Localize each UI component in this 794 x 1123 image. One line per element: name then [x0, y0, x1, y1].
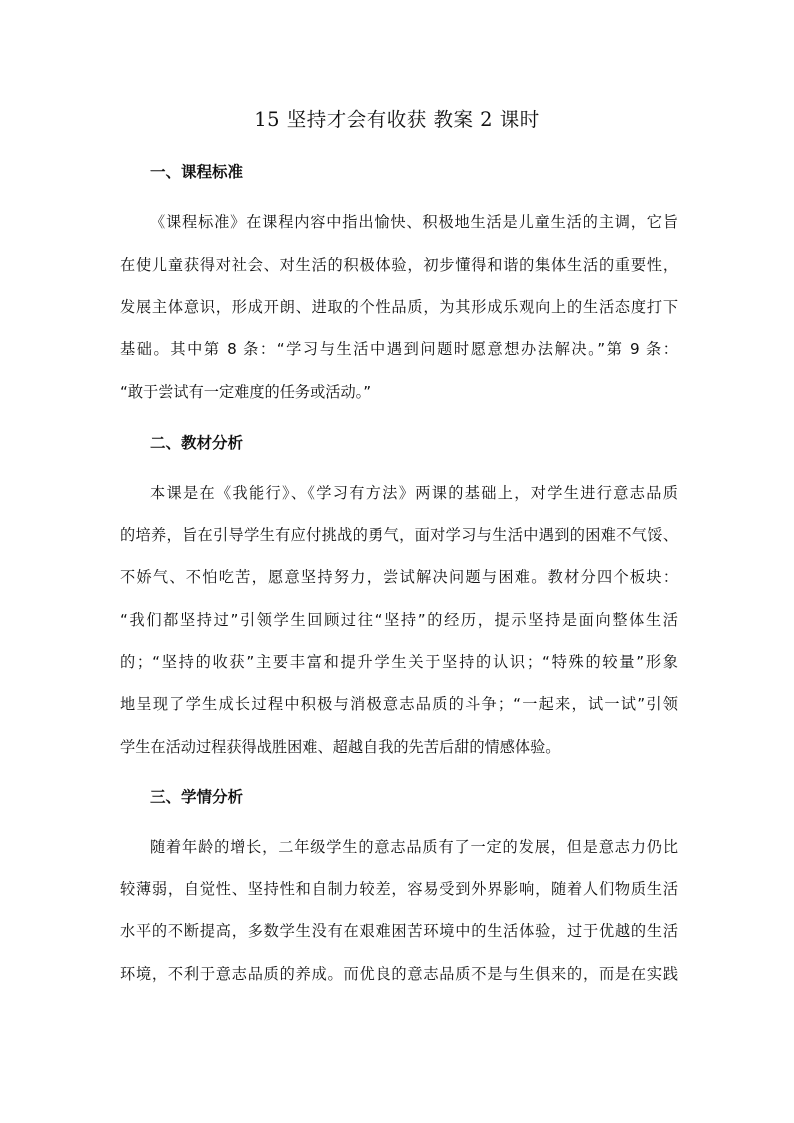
paragraph-line: 发展主体意识，形成开朗、进取的个性品质，为其形成乐观向上的生活态度打下 [120, 298, 678, 316]
paragraph-line: 不娇气、不怕吃苦，愿意坚持努力，尝试解决问题与困难。教材分四个板块： [120, 568, 678, 586]
paragraph-line: 较薄弱，自觉性、坚持性和自制力较差，容易受到外界影响，随着人们物质生活 [120, 880, 678, 898]
section-heading-curriculum-standard: 一、课程标准 [150, 163, 244, 181]
paragraph-line: “敢于尝试有一定难度的任务或活动。” [120, 383, 372, 401]
document-title: 15 坚持才会有收获 教案 2 课时 [254, 108, 540, 131]
paragraph-line: 地呈现了学生成长过程中积极与消极意志品质的斗争；“一起来，试一试”引领 [120, 695, 678, 713]
paragraph-line: 的培养，旨在引导学生有应付挑战的勇气，面对学习与生活中遇到的困难不气馁、 [120, 526, 678, 544]
paragraph-line: “我们都坚持过”引领学生回顾过往“坚持”的经历，提示坚持是面向整体生活 [120, 611, 678, 629]
section-heading-learner-analysis: 三、学情分析 [150, 788, 244, 806]
paragraph-line: 本课是在《我能行》、《学习有方法》两课的基础上，对学生进行意志品质 [150, 484, 678, 502]
paragraph-line: 的；“坚持的收获”主要丰富和提升学生关于坚持的认识；“特殊的较量”形象 [120, 653, 678, 671]
paragraph-line: 水平的不断提高，多数学生没有在艰难困苦环境中的生活体验，过于优越的生活 [120, 922, 678, 940]
paragraph-line: 在使儿童获得对社会、对生活的积极体验，初步懂得和谐的集体生活的重要性， [120, 256, 678, 274]
paragraph-line: 学生在活动过程获得战胜困难、超越自我的先苦后甜的情感体验。 [120, 738, 561, 756]
paragraph-line: 随着年龄的增长，二年级学生的意志品质有了一定的发展，但是意志力仍比 [150, 838, 678, 856]
paragraph-line: 《课程标准》在课程内容中指出愉快、积极地生活是儿童生活的主调，它旨 [150, 213, 678, 231]
section-heading-textbook-analysis: 二、教材分析 [150, 434, 244, 452]
paragraph-line: 基础。其中第 8 条：“学习与生活中遇到问题时愿意想办法解决。”第 9 条： [120, 340, 678, 358]
paragraph-line: 环境，不利于意志品质的养成。而优良的意志品质不是与生俱来的，而是在实践 [120, 965, 678, 983]
